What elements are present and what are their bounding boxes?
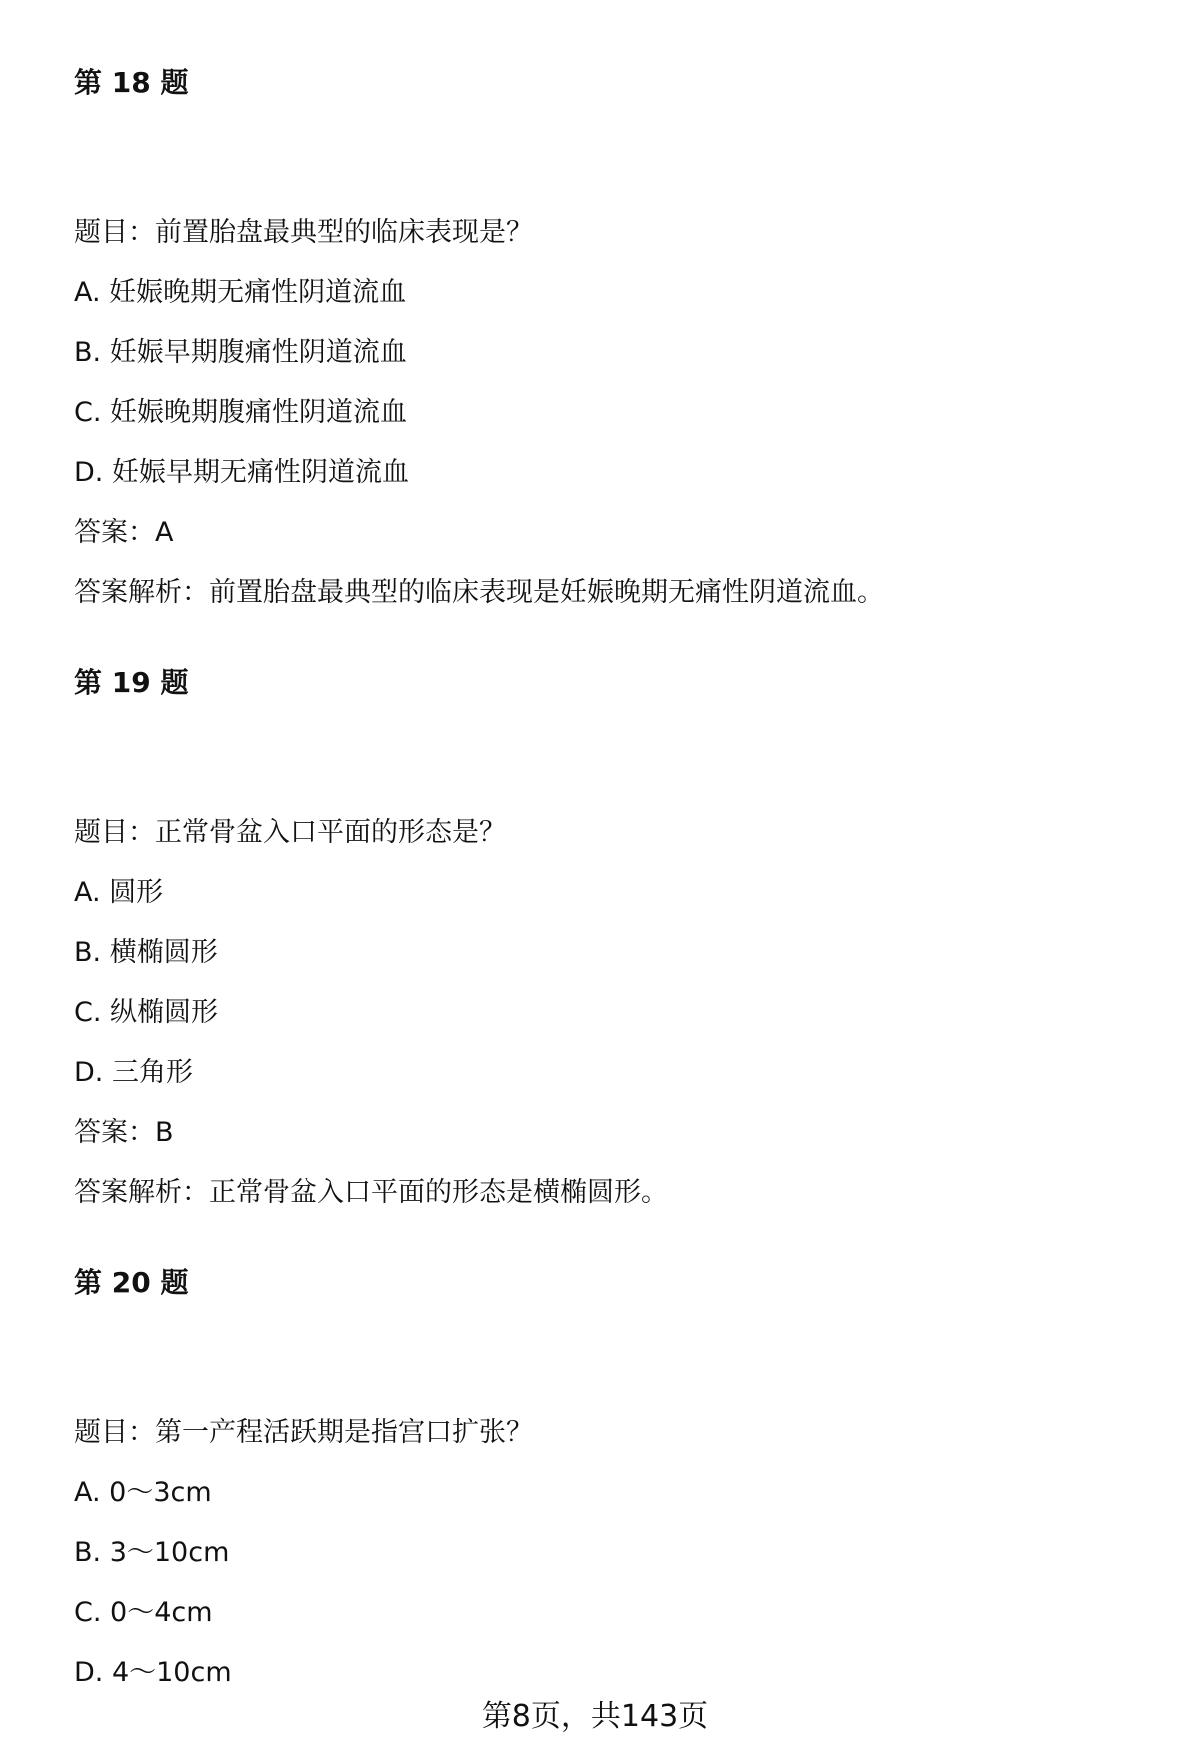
answer: 答案：B xyxy=(74,1117,174,1148)
option-c: C. 纵椭圆形 xyxy=(74,997,219,1028)
question-title: 第 18 题 xyxy=(74,66,189,99)
option-b: B. 横椭圆形 xyxy=(74,937,218,968)
option-d: D. 三角形 xyxy=(74,1057,193,1088)
question-title: 第 19 题 xyxy=(74,666,189,699)
question-title: 第 20 题 xyxy=(74,1266,189,1299)
question-stem: 题目：第一产程活跃期是指宫口扩张？ xyxy=(74,1417,533,1448)
answer-explanation: 答案解析：正常骨盆入口平面的形态是横椭圆形。 xyxy=(74,1177,668,1208)
page-number-footer: 第8页，共143页 xyxy=(481,1699,709,1734)
option-d: D. 妊娠早期无痛性阴道流血 xyxy=(74,457,409,488)
option-a: A. 妊娠晚期无痛性阴道流血 xyxy=(74,277,407,308)
option-a: A. 圆形 xyxy=(74,877,164,908)
option-c: C. 妊娠晚期腹痛性阴道流血 xyxy=(74,397,408,428)
option-d: D. 4～10cm xyxy=(74,1657,232,1688)
question-stem: 题目：前置胎盘最典型的临床表现是？ xyxy=(74,217,533,248)
answer: 答案：A xyxy=(74,517,174,548)
option-b: B. 3～10cm xyxy=(74,1537,230,1568)
question-stem: 题目：正常骨盆入口平面的形态是？ xyxy=(74,817,506,848)
option-b: B. 妊娠早期腹痛性阴道流血 xyxy=(74,337,407,368)
option-c: C. 0～4cm xyxy=(74,1597,213,1628)
answer-explanation: 答案解析：前置胎盘最典型的临床表现是妊娠晚期无痛性阴道流血。 xyxy=(74,577,884,608)
option-a: A. 0～3cm xyxy=(74,1477,212,1508)
